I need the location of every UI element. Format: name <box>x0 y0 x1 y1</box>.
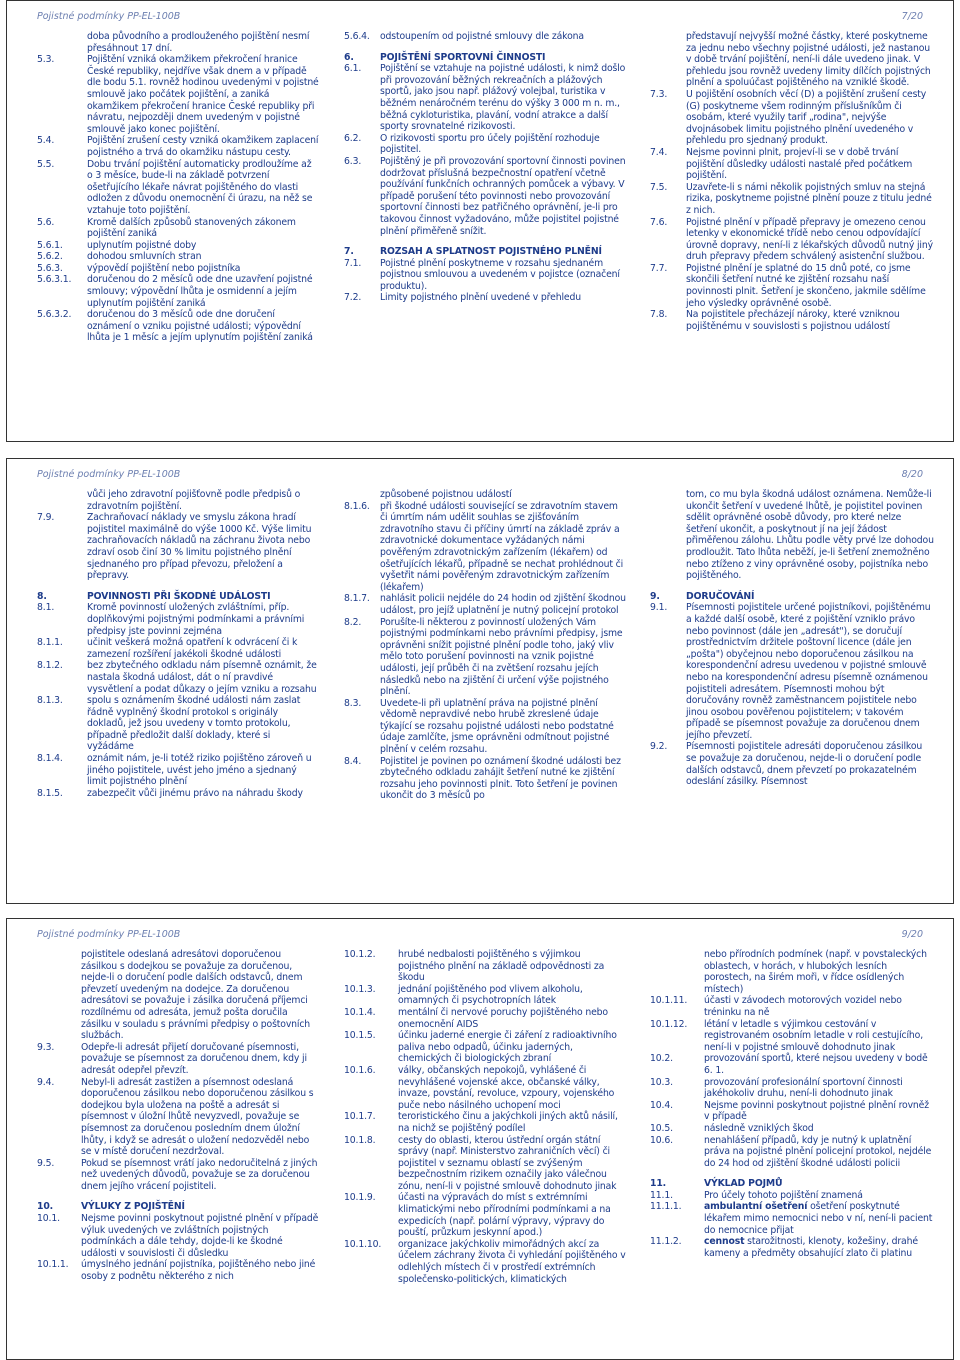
clause-number: 10.1.10. <box>344 1238 382 1250</box>
clause-number: 11. <box>650 1178 667 1190</box>
page-number: 8/20 <box>901 469 923 480</box>
clause-text: uplynutím pojistné doby <box>87 239 197 251</box>
clause-text: Nejsme povinni plnit, projeví-li se v době trvání pojištění důsledky události nastalé před počátkem pojištění. <box>686 146 913 182</box>
clause-text: provozování profesionální sportovní činnosti jakéhokoliv druhu, není-li dohodnuto jinak <box>704 1076 903 1100</box>
clause-number: 10.1. <box>37 1213 60 1225</box>
clause-number: 10.3. <box>650 1076 673 1088</box>
section-heading-text: VÝLUKY Z POJIŠTĚNÍ <box>81 1201 185 1213</box>
clause <box>37 31 319 54</box>
clause <box>37 1259 319 1282</box>
clause <box>650 1053 934 1076</box>
defined-term: ambulantní ošetření <box>704 1201 808 1213</box>
section-heading-text: POJIŠTĚNÍ SPORTOVNÍ ČINNOSTI <box>380 51 546 63</box>
clause-number: 10.1.1. <box>37 1259 69 1271</box>
clause <box>37 489 319 512</box>
clause-text: účasti na výpravách do míst s extrémními klimatickými nebo přírodními podmínkami a na expedicích (např. polární výpravy, výpravy do pouští, průzkum jeskynní apod.) <box>398 1192 611 1239</box>
clause-text: oznámit nám, je-li totéž riziko pojištěno zároveň u jiného pojistitele, uvést jeho jméno a sjednaný limit pojistného plnění <box>87 753 312 788</box>
clause <box>650 147 934 182</box>
clause-number: 8.2. <box>344 616 362 628</box>
clause <box>650 1201 934 1236</box>
clause-text: nebo přírodních podmínek (např. v povstaleckých oblastech, v horách, v hlubokých lesních porostech, na širém moři, v řídce osídlených místech) <box>704 949 927 995</box>
clause <box>650 1019 934 1054</box>
clause <box>344 984 626 1007</box>
clause <box>37 1213 319 1259</box>
clause-text: Pojistitel je povinen po oznámení škodné události bez zbytečného odkladu zahájit šetření nutné ke zjištění rozsahu jeho povinnosti plnit. Toto šetření je povinen ukončit do 3 měsíců po <box>380 755 621 802</box>
clause <box>650 741 934 787</box>
clause-number: 9.2. <box>650 741 668 753</box>
clause-text: zabezpečit vůči jinému právo na náhradu škody <box>87 787 303 799</box>
clause-text: U pojištění osobních věcí (D) a pojištění zrušení cesty (G) poskytneme všem rodinným příslušníkům či osobám, které využily tarif „rodina", nejvýše dvojnásobek limitu pojistného plnění uvedeného v přehledu pro sjednaný produkt. <box>686 88 927 147</box>
clause-text: bez zbytečného odkladu nám písemně oznámit, že nastala škodná událost, dát o ní pravdivé vysvětlení a podat důkazy o jejím vzniku a rozsahu <box>87 660 317 695</box>
section-heading <box>650 1178 934 1190</box>
clause-number: 7. <box>344 246 354 258</box>
clause <box>344 31 626 43</box>
clause-number: 11.1.2. <box>650 1236 682 1248</box>
page-header <box>37 469 923 480</box>
clause-number: 9.1. <box>650 602 668 614</box>
clause <box>37 1158 319 1193</box>
clause-number: 8.4. <box>344 755 362 767</box>
clause <box>344 1192 626 1238</box>
clause-text: pojistitele odeslaná adresátovi doporučenou zásilkou s dodejkou se považuje za doručenou, nejde-li o doručení podle dalších odstavců, dnem převzetí uvedeným na dodejce. Za doručenou adresátovi se považuje i zásilka doručená příjemci rozdílnému od adresáta, jemuž pošta doručila zásilku v souladu s právními předpisy o poštovních službách. <box>81 949 311 1042</box>
clause-number: 5.6.4. <box>344 31 370 42</box>
clause <box>37 753 319 788</box>
text-column-3 <box>650 489 934 788</box>
clause-number: 10.1.3. <box>344 983 376 995</box>
clause-number: 7.4. <box>650 146 668 158</box>
clause-number: 8.1.4. <box>37 753 63 765</box>
clause-number: 10.5. <box>650 1122 673 1134</box>
clause-text: Nebyl-li adresát zastižen a písemnost odeslaná doporučenou zásilkou nebo doporučenou zásilkou s dodejkou byla uložena na poště a adresát si písemnost v úložní lhůtě nevyzvedl, považuje se písemnost za doručenou posledním dnem úložní lhůty, i když se adresát o uložení nedozvěděl nebo se v místě doručení nezdržoval. <box>81 1076 314 1158</box>
clause-number: 11.1. <box>650 1189 673 1201</box>
clause-text: Nejsme povinni poskytnout pojistné plnění rovněž v případě <box>704 1099 929 1123</box>
clause-number: 5.6.3.2. <box>37 309 72 321</box>
clause-text: O rizikovosti sportu pro účely pojištění rozhoduje pojistitel. <box>380 132 600 156</box>
clause <box>650 182 934 217</box>
clause-number: 8. <box>37 590 47 602</box>
clause <box>650 949 934 995</box>
clause <box>650 1077 934 1100</box>
clause-text: Odepře-li adresát přijetí doručované písemnosti, považuje se písemnost za doručenou dnem, kdy ji adresát odepřel převzít. <box>81 1041 307 1076</box>
clause-text: Nejsme povinni poskytnout pojistné plnění v případě výluk uvedených ve zvláštních pojistných podmínkách a dále tehdy, dojde-li ke škodné události v souvislosti či důsledku <box>81 1213 319 1259</box>
clause-text: hrubé nedbalosti pojištěného s výjimkou pojistného plnění na základě odpovědnosti za škodu <box>398 949 605 984</box>
page-number: 7/20 <box>901 11 923 22</box>
clause <box>344 489 626 501</box>
clause-text: tom, co mu byla škodná událost oznámena. Nemůže-li ukončit šetření v uvedené lhůtě, je pojistitel povinen sdělit oprávněné osobě důvody, pro které nelze šetření ukončit, a poskytnout jí na její žádost přiměřenou zálohu. Lhůtu podle věty prvé lze dohodou prodloužit. Tato lhůta neběží, je-li šetření znemožněno nebo ztíženo z viny oprávněné osoby, pojistníka nebo pojištěného. <box>686 489 934 582</box>
clause <box>344 1030 626 1065</box>
clause-number: 6.1. <box>344 63 362 75</box>
section-heading-text: ROZSAH A SPLATNOST POJISTNÉHO PLNĚNÍ <box>380 246 602 258</box>
text-column-1 <box>37 31 319 344</box>
clause-text: létání v letadle s výjimkou cestování v registrovaném osobním letadle v roli cestujícího, není-li v pojistné smlouvě dohodnuto jinak <box>704 1018 923 1053</box>
text-column-2 <box>344 31 626 304</box>
clause-text: teroristického činu a jakýchkoli jiných aktů násilí, na nichž se pojištěný podílel <box>398 1111 618 1134</box>
clause <box>650 1135 934 1170</box>
text-column-2 <box>344 949 626 1285</box>
section-heading <box>37 1201 319 1213</box>
clause <box>344 1239 626 1285</box>
clause-number: 7.7. <box>650 262 668 274</box>
clause-text: doba původního a prodlouženého pojištění nesmí přesáhnout 17 dní. <box>87 31 310 54</box>
page-header-title: Pojistné podmínky PP-EL-100B <box>37 11 181 22</box>
clause <box>37 788 319 800</box>
clause-text: následně vzniklých škod <box>704 1122 814 1134</box>
clause <box>344 292 626 304</box>
clause-number: 10.1.4. <box>344 1006 376 1018</box>
clause <box>650 31 934 89</box>
document-page-7 <box>6 0 954 442</box>
clause-number: 5.6.3. <box>37 262 63 274</box>
clause <box>344 1065 626 1111</box>
clause-number: 5.6.3.1. <box>37 274 72 286</box>
clause <box>37 159 319 217</box>
clause <box>37 637 319 660</box>
section-heading <box>344 246 626 258</box>
clause <box>37 251 319 263</box>
clause <box>650 89 934 147</box>
clause-number: 11.1.1. <box>650 1201 682 1213</box>
clause-text <box>704 1236 934 1259</box>
clause-text: Pokud se písemnost vrátí jako nedoručitelná z jiných než uvedených důvodů, považuje se za doručenou dnem jejího vrácení pojistiteli. <box>81 1157 318 1192</box>
clause-number: 8.1.7. <box>344 593 370 605</box>
clause-text: Uzavřete-li s námi několik pojistných smluv na stejná rizika, poskytneme pojistné plnění pouze z titulu jedné z nich. <box>686 181 932 216</box>
clause <box>650 1100 934 1123</box>
clause <box>344 617 626 698</box>
clause-text: účinku jaderné energie či záření z radioaktivního paliva nebo odpadů, účinku jaderných, chemických či biologických zbraní <box>398 1030 617 1065</box>
clause <box>37 274 319 309</box>
clause <box>37 1077 319 1158</box>
clause-number: 10.4. <box>650 1099 673 1111</box>
clause <box>344 949 626 984</box>
clause-text: Pojistné plnění je splatné do 15 dnů poté, co jsme skončili šetření nutné ke zjištění rozsahu naší povinnosti plnit. Šetření je skončeno, jakmile sdělíme jeho výsledky oprávněné osobě. <box>686 262 926 309</box>
clause-number: 10.1.6. <box>344 1064 376 1076</box>
clause <box>650 995 934 1018</box>
clause <box>650 1236 934 1259</box>
clause-text: Limity pojistného plnění uvedené v přehledu <box>380 292 581 304</box>
clause-number: 10.1.2. <box>344 949 376 960</box>
clause <box>37 660 319 695</box>
clause-text: doručenou do 2 měsíců ode dne uzavření pojistné smlouvy; výpovědní lhůta je osmidenní a jejím uplynutím pojištění zaniká <box>87 274 313 309</box>
clause <box>650 1123 934 1135</box>
clause-text: Pro účely tohoto pojištění znamená <box>704 1189 863 1201</box>
clause <box>650 263 934 309</box>
clause <box>37 949 319 1042</box>
clause <box>37 512 319 582</box>
section-heading-text: VÝKLAD POJMŮ <box>704 1178 783 1190</box>
clause-number: 9.3. <box>37 1041 55 1053</box>
clause <box>650 602 934 741</box>
section-heading-text: DORUČOVÁNÍ <box>686 590 755 602</box>
page-header <box>37 929 923 940</box>
clause-text: Pojistné plnění v případě přepravy je omezeno cenou letenky v ekonomické třídě nebo cenou odpovídající úrovně dopravy, není-li z lékařských důvodů nutný jiný druh přepravy předem schválený asistenční službou. <box>686 216 933 263</box>
clause-number: 5.6. <box>37 216 55 228</box>
document-page-9 <box>6 918 954 1360</box>
clause-text: Zachraňovací náklady ve smyslu zákona hradí pojistitel maximálně do výše 1000 Kč. Výše limitu zachraňovacích nákladů na záchranu života nebo zdraví osob činí 30 % limitu pojistného plnění sjednaného pro případ převozu, přeložení a přepravy. <box>87 512 312 582</box>
clause <box>37 217 319 240</box>
clause <box>37 602 319 637</box>
clause-text: Kromě povinností uložených zvláštními, příp. doplňkovými pojistnými podmínkami a právními předpisy jste povinni zejména <box>87 602 305 637</box>
clause-number: 8.1.2. <box>37 660 63 672</box>
clause-number: 9.4. <box>37 1076 55 1088</box>
clause <box>344 593 626 616</box>
clause-text <box>704 1201 934 1236</box>
clause-text: účasti v závodech motorových vozidel nebo tréninku na ně <box>704 995 902 1018</box>
section-heading <box>37 591 319 603</box>
clause-text: Na pojistitele přecházejí nároky, které vzniknou pojištěnému v souvislosti s pojistnou událostí <box>686 309 900 332</box>
section-heading <box>344 52 626 64</box>
clause-text: spolu s oznámením škodné události nám zaslat řádně vyplněný škodní protokol s originály dokladů, jež jsou uvedeny v tomto protokolu, případně předložit další doklady, které si vyžádáme <box>87 695 301 753</box>
definition-text: starožitnosti, klenoty, kožešiny, drahé kameny a předměty obsahující zlato či platinu <box>704 1236 918 1259</box>
clause-text: odstoupením od pojistné smlouvy dle zákona <box>380 31 584 42</box>
clause <box>37 695 319 753</box>
section-heading <box>650 591 934 603</box>
clause-text: Pojištění se vztahuje na pojistné události, k nimž došlo při provozování běžných rekreačních a plážových sportů, jako jsou např. plážový volejbal, turistika v běžném nenáročném terénu do výšky 3 000 m n. m., běžná cykloturistika, plavání, vodní atrakce a další sporty srovnatelné rizikovosti. <box>380 63 626 133</box>
clause-number: 9. <box>650 590 660 602</box>
clause <box>37 309 319 344</box>
clause-number: 6.2. <box>344 132 362 144</box>
text-column-1 <box>37 949 319 1283</box>
clause-text: Dobu trvání pojištění automaticky prodloužíme až o 3 měsíce, bude-li na základě potvrzení ošetřujícího lékaře návrat pojištěného do vlasti odložen z důvodu onemocnění či úrazu, na něž se vztahuje toto pojištění. <box>87 158 313 216</box>
page-header <box>37 11 923 22</box>
clause-text: učinit veškerá možná opatření k odvrácení či k zamezení rozšíření jakékoli škodné události <box>87 637 298 660</box>
page-header-title: Pojistné podmínky PP-EL-100B <box>37 469 181 480</box>
clause-text: Pojištěný je při provozování sportovní činnosti povinen dodržovat příslušná bezpečnostní opatření včetně používání funkčních ochranných pomůcek a výbavy. V případě porušení této povinnosti nebo provozování sportovní činnosti bez patřičného oprávnění, je-li pro takovou činnost vyžadováno, může pojistitel pojistné plnění přiměřeně snížit. <box>380 155 626 237</box>
clause-text: cesty do oblasti, kterou ústřední orgán státní správy (např. Ministerstvo zahraničních věcí) či pojistitel v seznamu oblastí se zvýšeným bezpečnostním rizikem označily jako válečnou zónu, není-li v pojistné smlouvě dohodnuto jinak <box>398 1134 617 1192</box>
clause <box>344 133 626 156</box>
defined-term: cennost <box>704 1236 745 1248</box>
clause-number: 10.1.8. <box>344 1134 376 1146</box>
text-column-1 <box>37 489 319 799</box>
clause-number: 8.1.6. <box>344 500 370 512</box>
clause-number: 9.5. <box>37 1157 55 1169</box>
clause-text: provozování sportů, které nejsou uvedeny v bodě 6. 1. <box>704 1053 928 1076</box>
clause-text: představují nejvyšší možné částky, které poskytneme za jednu nebo všechny pojistné události, jež nastanou v době trvání pojištění, není-li dále uvedeno jinak. V přehledu jsou rovněž uvedeny limity dílčích pojistných plnění a spoluúčast pojištěného na vzniklé škodě. <box>686 31 931 89</box>
page-header-title: Pojistné podmínky PP-EL-100B <box>37 929 181 940</box>
clause-text: způsobené pojistnou událostí <box>380 489 512 500</box>
clause <box>37 135 319 158</box>
clause <box>37 240 319 252</box>
clause-number: 10.2. <box>650 1053 673 1065</box>
clause-number: 10.1.5. <box>344 1030 376 1042</box>
clause-text: jednání pojištěného pod vlivem alkoholu, omamných či psychotropních látek <box>398 983 583 1007</box>
clause-number: 7.1. <box>344 257 362 269</box>
clause <box>344 501 626 594</box>
clause <box>37 1042 319 1077</box>
clause <box>344 156 626 237</box>
clause-number: 8.1.5. <box>37 787 63 799</box>
clause-text: Kromě dalších způsobů stanovených zákonem pojištění zaniká <box>87 216 296 240</box>
clause <box>650 1190 934 1202</box>
clause-number: 8.3. <box>344 697 362 709</box>
clause-number: 7.3. <box>650 88 668 100</box>
clause <box>344 258 626 293</box>
clause-text: Písemnosti pojistitele adresáti doporučenou zásilkou se považuje za doručenou, nejde-li o doručení podle dalších odstavců, dnem převzetí po prokazatelném odeslání zásilky. Písemnost <box>686 741 923 788</box>
clause <box>650 309 934 332</box>
clause-text: Pojistné plnění poskytneme v rozsahu sjednaném pojistnou smlouvou a uvedeném v pojistce (označení produktu). <box>380 257 620 292</box>
clause-number: 7.5. <box>650 181 668 193</box>
clause-number: 6.3. <box>344 155 362 167</box>
clause <box>37 54 319 135</box>
clause-number: 8.1.1. <box>37 637 63 649</box>
clause <box>344 698 626 756</box>
clause-text: organizace jakýchkoliv mimořádných akcí za účelem záchrany života či vyhledání pojištěného v odlehlých místech či v prostředí extrémních společensko-politických, klimatických <box>398 1238 626 1285</box>
clause-text: války, občanských nepokojů, vyhlášené či nevyhlášené vojenské akce, občanské války, invaze, povstání, revoluce, vzpoury, vojenského puče nebo násilného uchopení moci <box>398 1064 615 1111</box>
clause-text: Uvedete-li při uplatnění práva na pojistné plnění vědomě nepravdivé nebo hrubě zkreslené údaje týkající se rozsahu pojistné události nebo podstatné údaje zamlčíte, jsme oprávněni odmítnout pojistné plnění v celém rozsahu. <box>380 697 614 756</box>
clause-number: 10.1.7. <box>344 1111 376 1123</box>
clause-number: 10.1.11. <box>650 995 688 1007</box>
clause-number: 10.1.9. <box>344 1192 376 1204</box>
clause <box>650 217 934 263</box>
clause-text: úmyslného jednání pojistníka, pojištěného nebo jiné osoby z podnětu některého z nich <box>81 1259 316 1283</box>
clause-number: 5.3. <box>37 54 55 66</box>
clause-number: 10.1.12. <box>650 1018 688 1030</box>
clause <box>37 263 319 275</box>
clause-number: 7.8. <box>650 309 668 321</box>
clause <box>344 1007 626 1030</box>
clause-text: Pojištění vzniká okamžikem překročení hranice České republiky, nejdříve však dnem a v případě dle bodu 5.1. rovněž hodinou uvedenými v pojistné smlouvě jako počátek pojištění, a zaniká okamžikem překročení hranice České republiky při návratu, nejpozději dnem uvedeným v pojistné smlouvě jako konec pojištění. <box>87 54 319 135</box>
clause-number: 10. <box>37 1201 54 1213</box>
clause-text: Písemnosti pojistitele určené pojistníkovi, pojištěnému a každé další osobě, které z pojištění vzniklo právo nebo povinnost (dále jen „adresát"), se doručují prostřednictvím držitele poštovní licence (dále jen „pošta") obyčejnou nebo doporučenou zásilkou na korespondenční adresu uvedenou v pojistné smlouvě nebo na korespondenční adresu písemně oznámenou pojistiteli adresátem. Písemnosti mohou být doručovány rovněž zaměstnancem pojistitele nebo jinou osobou pověřenou pojistitelem; v takovém případě se písemnost považuje za doručenou dnem jejího převzetí. <box>686 602 931 741</box>
clause-number: 8.1.3. <box>37 695 63 707</box>
clause <box>344 1135 626 1193</box>
clause-number: 7.6. <box>650 216 668 228</box>
clause-number: 5.6.2. <box>37 251 63 263</box>
clause-text: nenahlášení případů, kdy je nutný k uplatnění práva na pojistné plnění policejní protokol, nejdéle do 24 hod od zjištění škodné události policii <box>704 1134 932 1169</box>
clause-number: 5.6.1. <box>37 239 63 251</box>
text-column-3 <box>650 31 934 332</box>
clause-number: 7.2. <box>344 292 362 304</box>
clause-text: při škodné události související se zdravotním stavem či úmrtím nám udělit souhlas se zjišťováním zdravotního stavu či příčiny úmrtí na základě zpráv a zdravotnické dokumentace vyžádaných námi pověřeným zdravotnickým zařízením (lékařem) od ošetřujících lékařů, případně se nechat prohlédnout či vyšetřit námi pověřeným zdravotnickým zařízením (lékařem) <box>380 500 624 593</box>
page-number: 9/20 <box>901 929 923 940</box>
clause-text: Porušíte-li některou z povinností uložených Vám pojistnými podmínkami nebo právními předpisy, jsme oprávněni snížit pojistné plnění podle toho, jaký vliv mělo toto porušení povinnosti na vznik pojistné události, její průběh či na zvětšení rozsahu jejích následků nebo na zjištění či určení výše pojistného plnění. <box>380 616 623 698</box>
clause-text: Pojištění zrušení cesty vzniká okamžikem zaplacení pojistného a trvá do okamžiku nástupu cesty. <box>87 135 319 158</box>
clause-text: doručenou do 3 měsíců ode dne doručení oznámení o vzniku pojistné události; výpovědní lhůta je 1 měsíc a jejím uplynutím pojištění zaniká <box>87 309 313 344</box>
clause-number: 5.5. <box>37 158 55 170</box>
section-heading-text: POVINNOSTI PŘI ŠKODNÉ UDÁLOSTI <box>87 590 271 602</box>
definition-text: ošetření poskytnuté lékařem mimo nemocnici nebo v ní, není-li pacient do nemocnice přijat <box>704 1201 933 1236</box>
clause-number: 10.6. <box>650 1134 673 1146</box>
document-page-8 <box>6 458 954 904</box>
text-column-3 <box>650 949 934 1259</box>
clause <box>344 756 626 802</box>
clause <box>650 489 934 582</box>
clause-text: mentální či nervové poruchy pojištěného nebo onemocnění AIDS <box>398 1006 608 1030</box>
clause-number: 6. <box>344 51 354 63</box>
clause <box>344 63 626 133</box>
clause-text: nahlásit policii nejdéle do 24 hodin od zjištění škodnou událost, pro jejíž uplatnění je nutný policejní protokol <box>380 593 626 616</box>
clause-text: výpovědí pojištění nebo pojistníka <box>87 262 241 274</box>
clause-number: 8.1. <box>37 602 55 614</box>
text-column-2 <box>344 489 626 802</box>
clause <box>344 1111 626 1134</box>
clause-text: vůči jeho zdravotní pojišťovně podle předpisů o zdravotním pojištění. <box>87 489 301 512</box>
clause-text: dohodou smluvních stran <box>87 251 202 263</box>
clause-number: 5.4. <box>37 135 55 147</box>
clause-number: 7.9. <box>37 512 55 524</box>
